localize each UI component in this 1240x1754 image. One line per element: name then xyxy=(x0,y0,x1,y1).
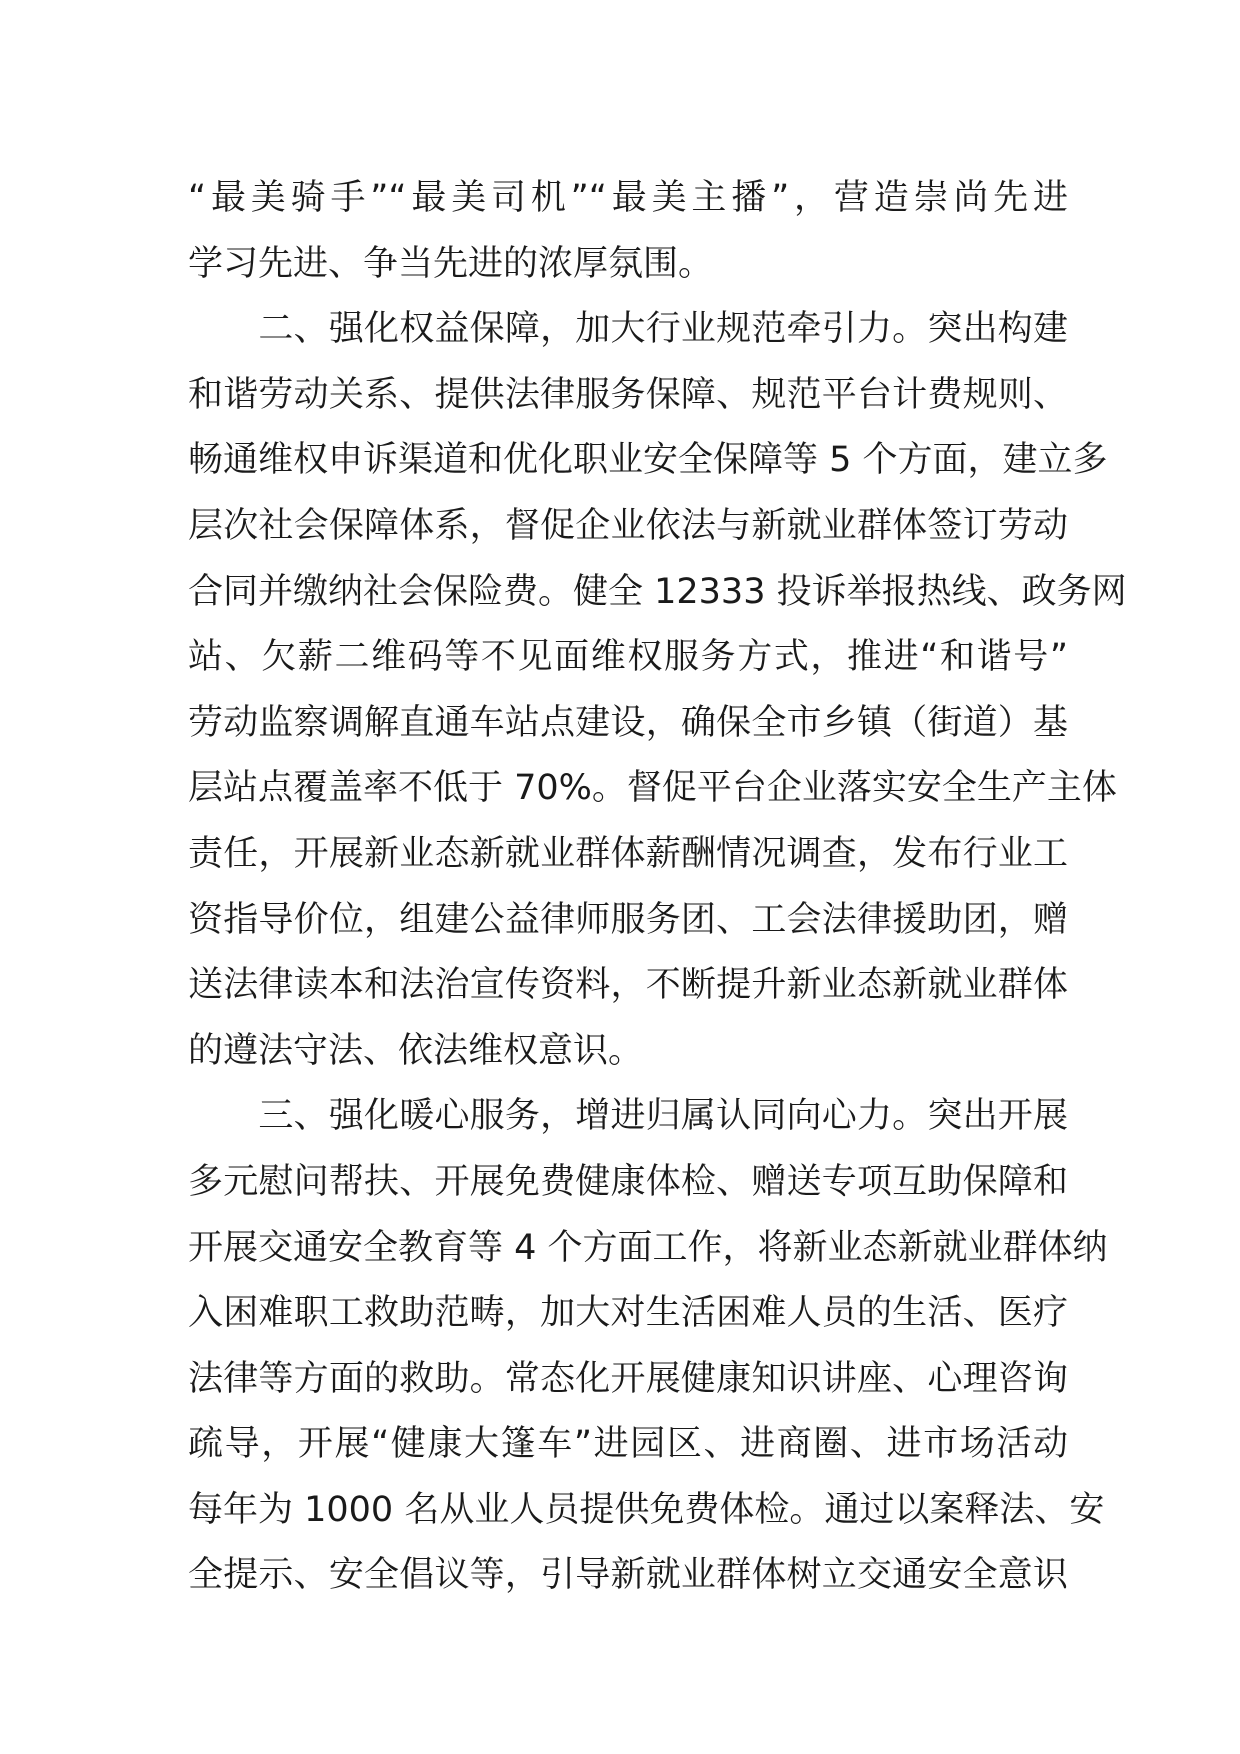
text-line: 的遵法守法、依法维权意识。 xyxy=(188,1030,644,1071)
text-line: 全提示、安全倡议等，引导新就业群体树立交通安全意识 xyxy=(188,1555,1068,1596)
text-line: 劳动监察调解直通车站点建设，确保全市乡镇（街道）基 xyxy=(188,702,1068,743)
text-line: 合同并缴纳社会保险费。健全 12333 投诉举报热线、政务网 xyxy=(188,571,1127,612)
text-line: 入困难职工救助范畴，加大对生活困难人员的生活、医疗 xyxy=(188,1293,1068,1334)
text-line: 每年为 1000 名从业人员提供免费体检。通过以案释法、安 xyxy=(188,1489,1105,1530)
text-line: 层次社会保障体系，督促企业依法与新就业群体签订劳动 xyxy=(188,505,1068,546)
text-line: 层站点覆盖率不低于 70%。督促平台企业落实安全生产主体 xyxy=(188,768,1117,809)
text-line: 多元慰问帮扶、开展免费健康体检、赠送专项互助保障和 xyxy=(188,1161,1068,1202)
text-line: 疏导，开展“健康大篷车”进园区、进商圈、进市场活动 xyxy=(188,1424,1068,1465)
text-line: 责任，开展新业态新就业群体薪酬情况调查，发布行业工 xyxy=(188,833,1068,874)
text-line: 畅通维权申诉渠道和优化职业安全保障等 5 个方面，建立多 xyxy=(188,440,1108,481)
text-line: 资指导价位，组建公益律师服务团、工会法律援助团，赠 xyxy=(188,899,1068,940)
text-line: 送法律读本和法治宣传资料，不断提升新业态新就业群体 xyxy=(188,965,1068,1006)
text-line: “最美骑手”“最美司机”“最美主播”，营造崇尚先进 xyxy=(188,178,1068,218)
text-line: 法律等方面的救助。常态化开展健康知识讲座、心理咨询 xyxy=(188,1358,1068,1399)
text-line: 学习先进、争当先进的浓厚氛围。 xyxy=(188,243,714,284)
text-line: 站、欠薪二维码等不见面维权服务方式，推进“和谐号” xyxy=(188,637,1068,678)
text-line: 开展交通安全教育等 4 个方面工作，将新业态新就业群体纳 xyxy=(188,1227,1108,1268)
text-line: 三、强化暖心服务，增进归属认同向心力。突出开展 xyxy=(188,1096,1068,1137)
text-line: 二、强化权益保障，加大行业规范牵引力。突出构建 xyxy=(188,309,1068,350)
text-line: 和谐劳动关系、提供法律服务保障、规范平台计费规则、 xyxy=(188,374,1068,415)
document-body xyxy=(188,166,1127,1609)
